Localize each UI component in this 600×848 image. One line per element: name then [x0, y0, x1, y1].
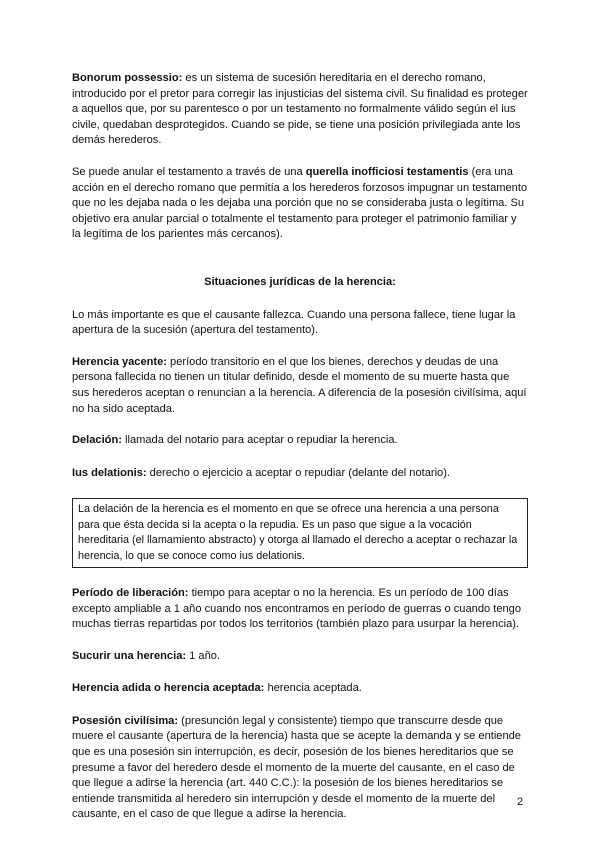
definition-sucurir-herencia: [72, 649, 528, 665]
page-number: 2: [517, 796, 524, 808]
definition-delacion: [72, 433, 528, 449]
definition-posesion-civilisima: [72, 714, 528, 823]
definition-herencia-adida: [72, 681, 528, 697]
paragraph-bonorum-possessio: [72, 71, 528, 149]
definition-periodo-liberacion: [72, 586, 528, 633]
term-herencia-adida: Herencia adida o herencia aceptada:: [72, 682, 265, 695]
definition-bonorum-possessio: es un sistema de sucesión hereditaria en el derecho romano, introducido por el pretor para corregir las injusticias del sistema civil. Su finalidad es proteger a aquellos que, por su parentesco o por un testamento no formalmente válido según el ius civile, quedaban desprotegidos. Cuando se pide, se tiene una posición privilegiada ante los demás herederos.: [72, 72, 528, 147]
definition-herencia-yacente: [72, 355, 528, 417]
document-page: [72, 71, 528, 839]
term-delacion: Delación:: [72, 434, 122, 447]
paragraph-querella: [72, 165, 528, 243]
text-delacion: llamada del notario para aceptar o repudiar la herencia.: [121, 434, 398, 447]
term-periodo-liberacion: Período de liberación:: [72, 586, 189, 599]
definition-ius-delationis: [72, 466, 528, 482]
text-herencia-yacente: período transitorio en el que los bienes, derechos y deudas de una persona fallecida no tienen un titular definido, desde el momento de su muerte hasta que sus herederos aceptan o renuncian a la herencia. A diferencia de la posesión civilísima, aquí no ha sido aceptada.: [72, 355, 527, 415]
term-querella: querella inofficiosi testamentis: [305, 165, 469, 178]
querella-intro: Se puede anular el testamento a través de una: [72, 165, 306, 178]
term-bonorum-possessio: Bonorum possessio:: [72, 72, 183, 84]
text-periodo-liberacion: tiempo para aceptar o no la herencia. Es un período de 100 días excepto ampliable a 1 año cuando nos encontramos en período de guerras o cuando tengo muchas tierras repartidas por todos los territorios (también plazo para usurpar la herencia).: [72, 586, 521, 631]
paragraph-intro: Lo más importante es que el causante fallezca. Cuando una persona fallece, tiene lugar la apertura de la sucesión (apertura del testamento).: [72, 308, 516, 337]
term-ius-delationis: Ius delationis:: [72, 466, 147, 479]
text-herencia-adida: herencia aceptada.: [264, 682, 362, 695]
text-posesion-civilisima: (presunción legal y consistente) tiempo que transcurre desde que muere el causante (apertura de la herencia) hasta que se acepte la demanda y se entiende que es una posesión sin interrupción, es decir, posesión de los bienes hereditarios que se presume a favor del heredero desde el momento de la muerte del causante, en el caso de que llegue a adirse la herencia (art. 440 C.C.): la posesión de los bienes hereditarios se entiende transmitida al heredero sin interrupción y desde el momento de la muerte del causante, en el caso de que llegue a adirse la herencia.: [72, 714, 521, 821]
section-heading: Situaciones jurídicas de la herencia:: [204, 275, 396, 288]
term-posesion-civilisima: Posesión civilísima:: [72, 714, 179, 727]
term-sucurir-herencia: Sucurir una herencia:: [72, 649, 187, 662]
term-herencia-yacente: Herencia yacente:: [72, 355, 167, 368]
boxed-note: La delación de la herencia es el momento en que se ofrece una herencia a una persona para que ésta decida si la acepta o la repudia. Es un paso que sigue a la vocación hereditaria (el llamamiento abstracto) y otorga al llamado el derecho a aceptar o rechazar la herencia, lo que se conoce como ius delationis.: [72, 498, 528, 568]
text-sucurir-herencia: 1 año.: [186, 649, 220, 662]
querella-explanation: (era una acción en el derecho romano que permitía a los herederos forzosos impugnar un testamento que no les dejaba nada o les dejaba una porción que no se consideraba justa o legítima. Su objetivo era anular parcial o totalmente el testamento para proteger el patrimonio familiar y la legítima de los parientes más cercanos).: [72, 165, 528, 241]
text-ius-delationis: derecho o ejercicio a aceptar o repudiar (delante del notario).: [146, 466, 451, 479]
